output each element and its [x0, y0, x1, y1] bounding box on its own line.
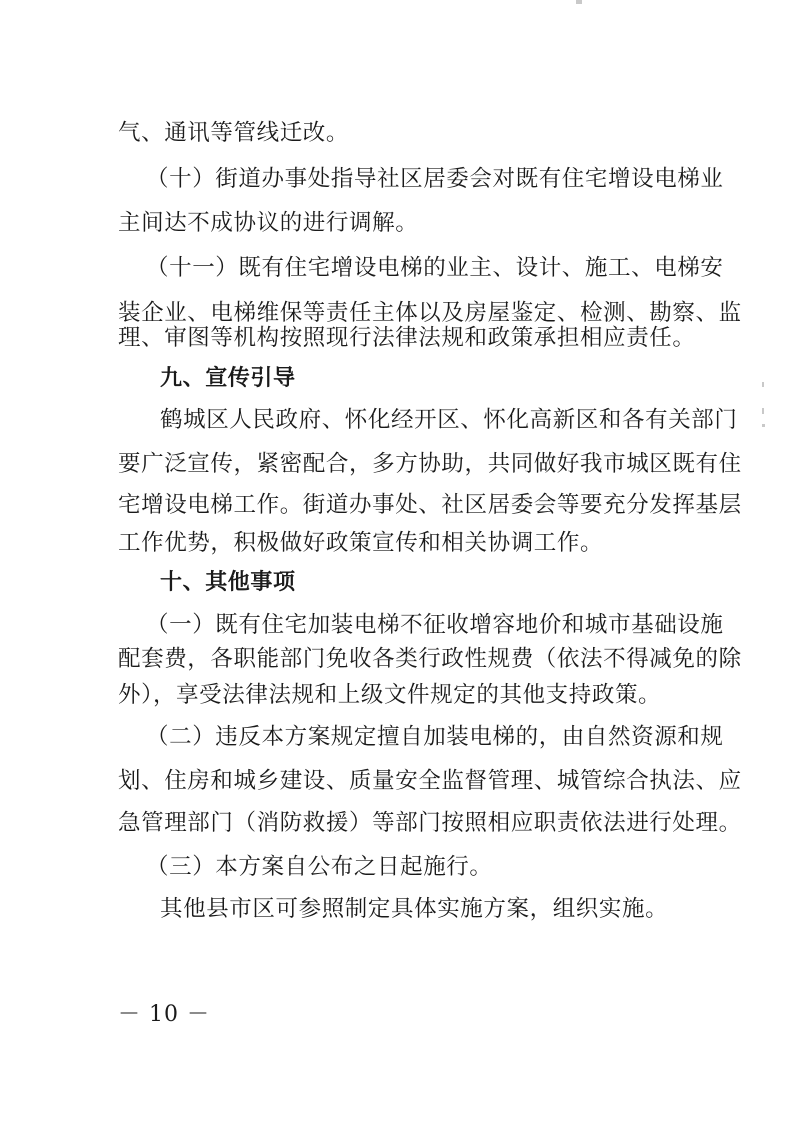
scan-mark [762, 424, 765, 427]
paragraph-line: 宅增设电梯工作。街道办事处、社区居委会等要充分发挥基层 [118, 492, 742, 518]
section-heading-publicity: 九、宣传引导 [160, 366, 296, 391]
paragraph-line: 工作优势，积极做好政策宣传和相关协调工作。 [118, 530, 604, 556]
paragraph-line: （十一）既有住宅增设电梯的业主、设计、施工、电梯安 [146, 255, 724, 281]
paragraph-line: 鹤城区人民政府、怀化经开区、怀化高新区和各有关部门 [160, 407, 738, 433]
paragraph-line: 其他县市区可参照制定具体实施方案，组织实施。 [160, 896, 669, 922]
paragraph-line: 主间达不成协议的进行调解。 [118, 210, 419, 236]
paragraph-line: （一）既有住宅加装电梯不征收增容地价和城市基础设施 [146, 612, 724, 638]
paragraph-line: 急管理部门（消防救援）等部门按照相应职责依法进行处理。 [118, 810, 742, 836]
paragraph-line: 装企业、电梯维保等责任主体以及房屋鉴定、检测、勘察、监 [118, 300, 742, 326]
section-heading-other-matters: 十、其他事项 [160, 570, 296, 595]
paragraph-line: （二）违反本方案规定擅自加装电梯的，由自然资源和规 [146, 724, 724, 750]
scan-mark [762, 382, 764, 387]
scan-mark [576, 0, 582, 4]
paragraph-line: 要广泛宣传，紧密配合，多方协助，共同做好我市城区既有住 [118, 451, 742, 477]
paragraph-line: 配套费，各职能部门免收各类行政性规费（依法不得减免的除 [118, 646, 742, 672]
paragraph-line: （十）街道办事处指导社区居委会对既有住宅增设电梯业 [146, 166, 724, 192]
paragraph-line: （三）本方案自公布之日起施行。 [146, 854, 493, 880]
scan-mark [762, 408, 764, 414]
page-number: － 10 － [118, 1002, 210, 1027]
paragraph-line: 气、通讯等管线迁改。 [118, 120, 350, 146]
paragraph-line: 外），享受法律法规和上级文件规定的其他支持政策。 [118, 682, 662, 708]
paragraph-line: 划、住房和城乡建设、质量安全监督管理、城管综合执法、应 [118, 768, 742, 794]
paragraph-line: 理、审图等机构按照现行法律法规和政策承担相应责任。 [118, 325, 696, 351]
